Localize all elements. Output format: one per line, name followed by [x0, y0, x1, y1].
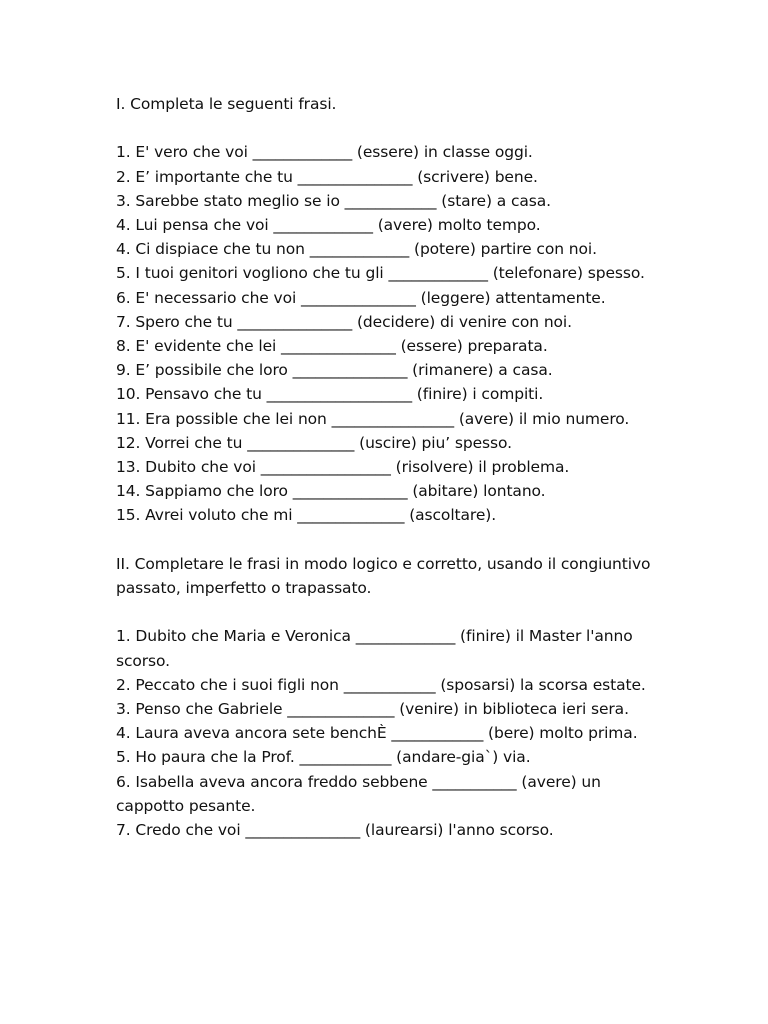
exercise-item: 2. Peccato che i suoi figli non ____________ (sposarsi) la scorsa estate. — [116, 675, 646, 694]
exercise-item: 14. Sappiamo che loro _______________ (abitare) lontano. — [116, 482, 546, 501]
exercise-item: 5. Ho paura che la Prof. ____________ (andare-gia`) via. — [116, 748, 531, 767]
exercise-item: 6. E' necessario che voi _______________ (leggere) attentamente. — [116, 288, 606, 307]
worksheet-page — [116, 92, 656, 842]
exercise-item: 5. I tuoi genitori vogliono che tu gli _____________ (telefonare) spesso. — [116, 264, 645, 283]
exercise-item: 3. Penso che Gabriele ______________ (venire) in biblioteca ieri sera. — [116, 700, 629, 719]
spacer — [116, 600, 656, 624]
section-1-exercise-list — [116, 140, 656, 527]
exercise-item: 15. Avrei voluto che mi ______________ (ascoltare). — [116, 506, 497, 525]
exercise-item: 4. Lui pensa che voi _____________ (avere) molto tempo. — [116, 216, 541, 234]
spacer — [116, 528, 656, 552]
exercise-item: 12. Vorrei che tu ______________ (uscire) piu’ spesso. — [116, 433, 512, 452]
exercise-item: 7. Spero che tu _______________ (decidere) di venire con noi. — [116, 312, 572, 331]
exercise-item: 2. E’ importante che tu _______________ (scrivere) bene. — [116, 167, 538, 186]
exercise-item: 9. E’ possibile che loro _______________ (rimanere) a casa. — [116, 361, 553, 380]
exercise-item: 4. Ci dispiace che tu non _____________ (potere) partire con noi. — [116, 240, 597, 259]
exercise-item: 4. Laura aveva ancora sete benchÈ ____________ (bere) molto prima. — [116, 724, 638, 743]
exercise-item: 13. Dubito che voi _________________ (risolvere) il problema. — [116, 458, 570, 477]
spacer — [116, 116, 656, 140]
exercise-item: 7. Credo che voi _______________ (laurearsi) l'anno scorso. — [116, 821, 554, 840]
exercise-item: 1. Dubito che Maria e Veronica _____________ (finire) il Master l'anno scorso. — [116, 627, 633, 670]
exercise-item: 8. E' evidente che lei _______________ (essere) preparata. — [116, 337, 548, 356]
exercise-item: 10. Pensavo che tu ___________________ (finire) i compiti. — [116, 385, 544, 404]
exercise-item: 11. Era possible che lei non ________________ (avere) il mio numero. — [116, 409, 630, 428]
section-2-exercise-list — [116, 624, 656, 842]
exercise-item: 3. Sarebbe stato meglio se io ____________ (stare) a casa. — [116, 191, 551, 210]
exercise-item: 6. Isabella aveva ancora freddo sebbene ___________ (avere) un cappotto pesante. — [116, 772, 601, 815]
exercise-item: 1. E' vero che voi _____________ (essere) in classe oggi. — [116, 143, 533, 162]
section-2-heading: II. Completare le frasi in modo logico e corretto, usando il congiuntivo passato, imperfetto o trapassato. — [116, 554, 651, 598]
section-1-heading: I. Completa le seguenti frasi. — [116, 95, 337, 113]
